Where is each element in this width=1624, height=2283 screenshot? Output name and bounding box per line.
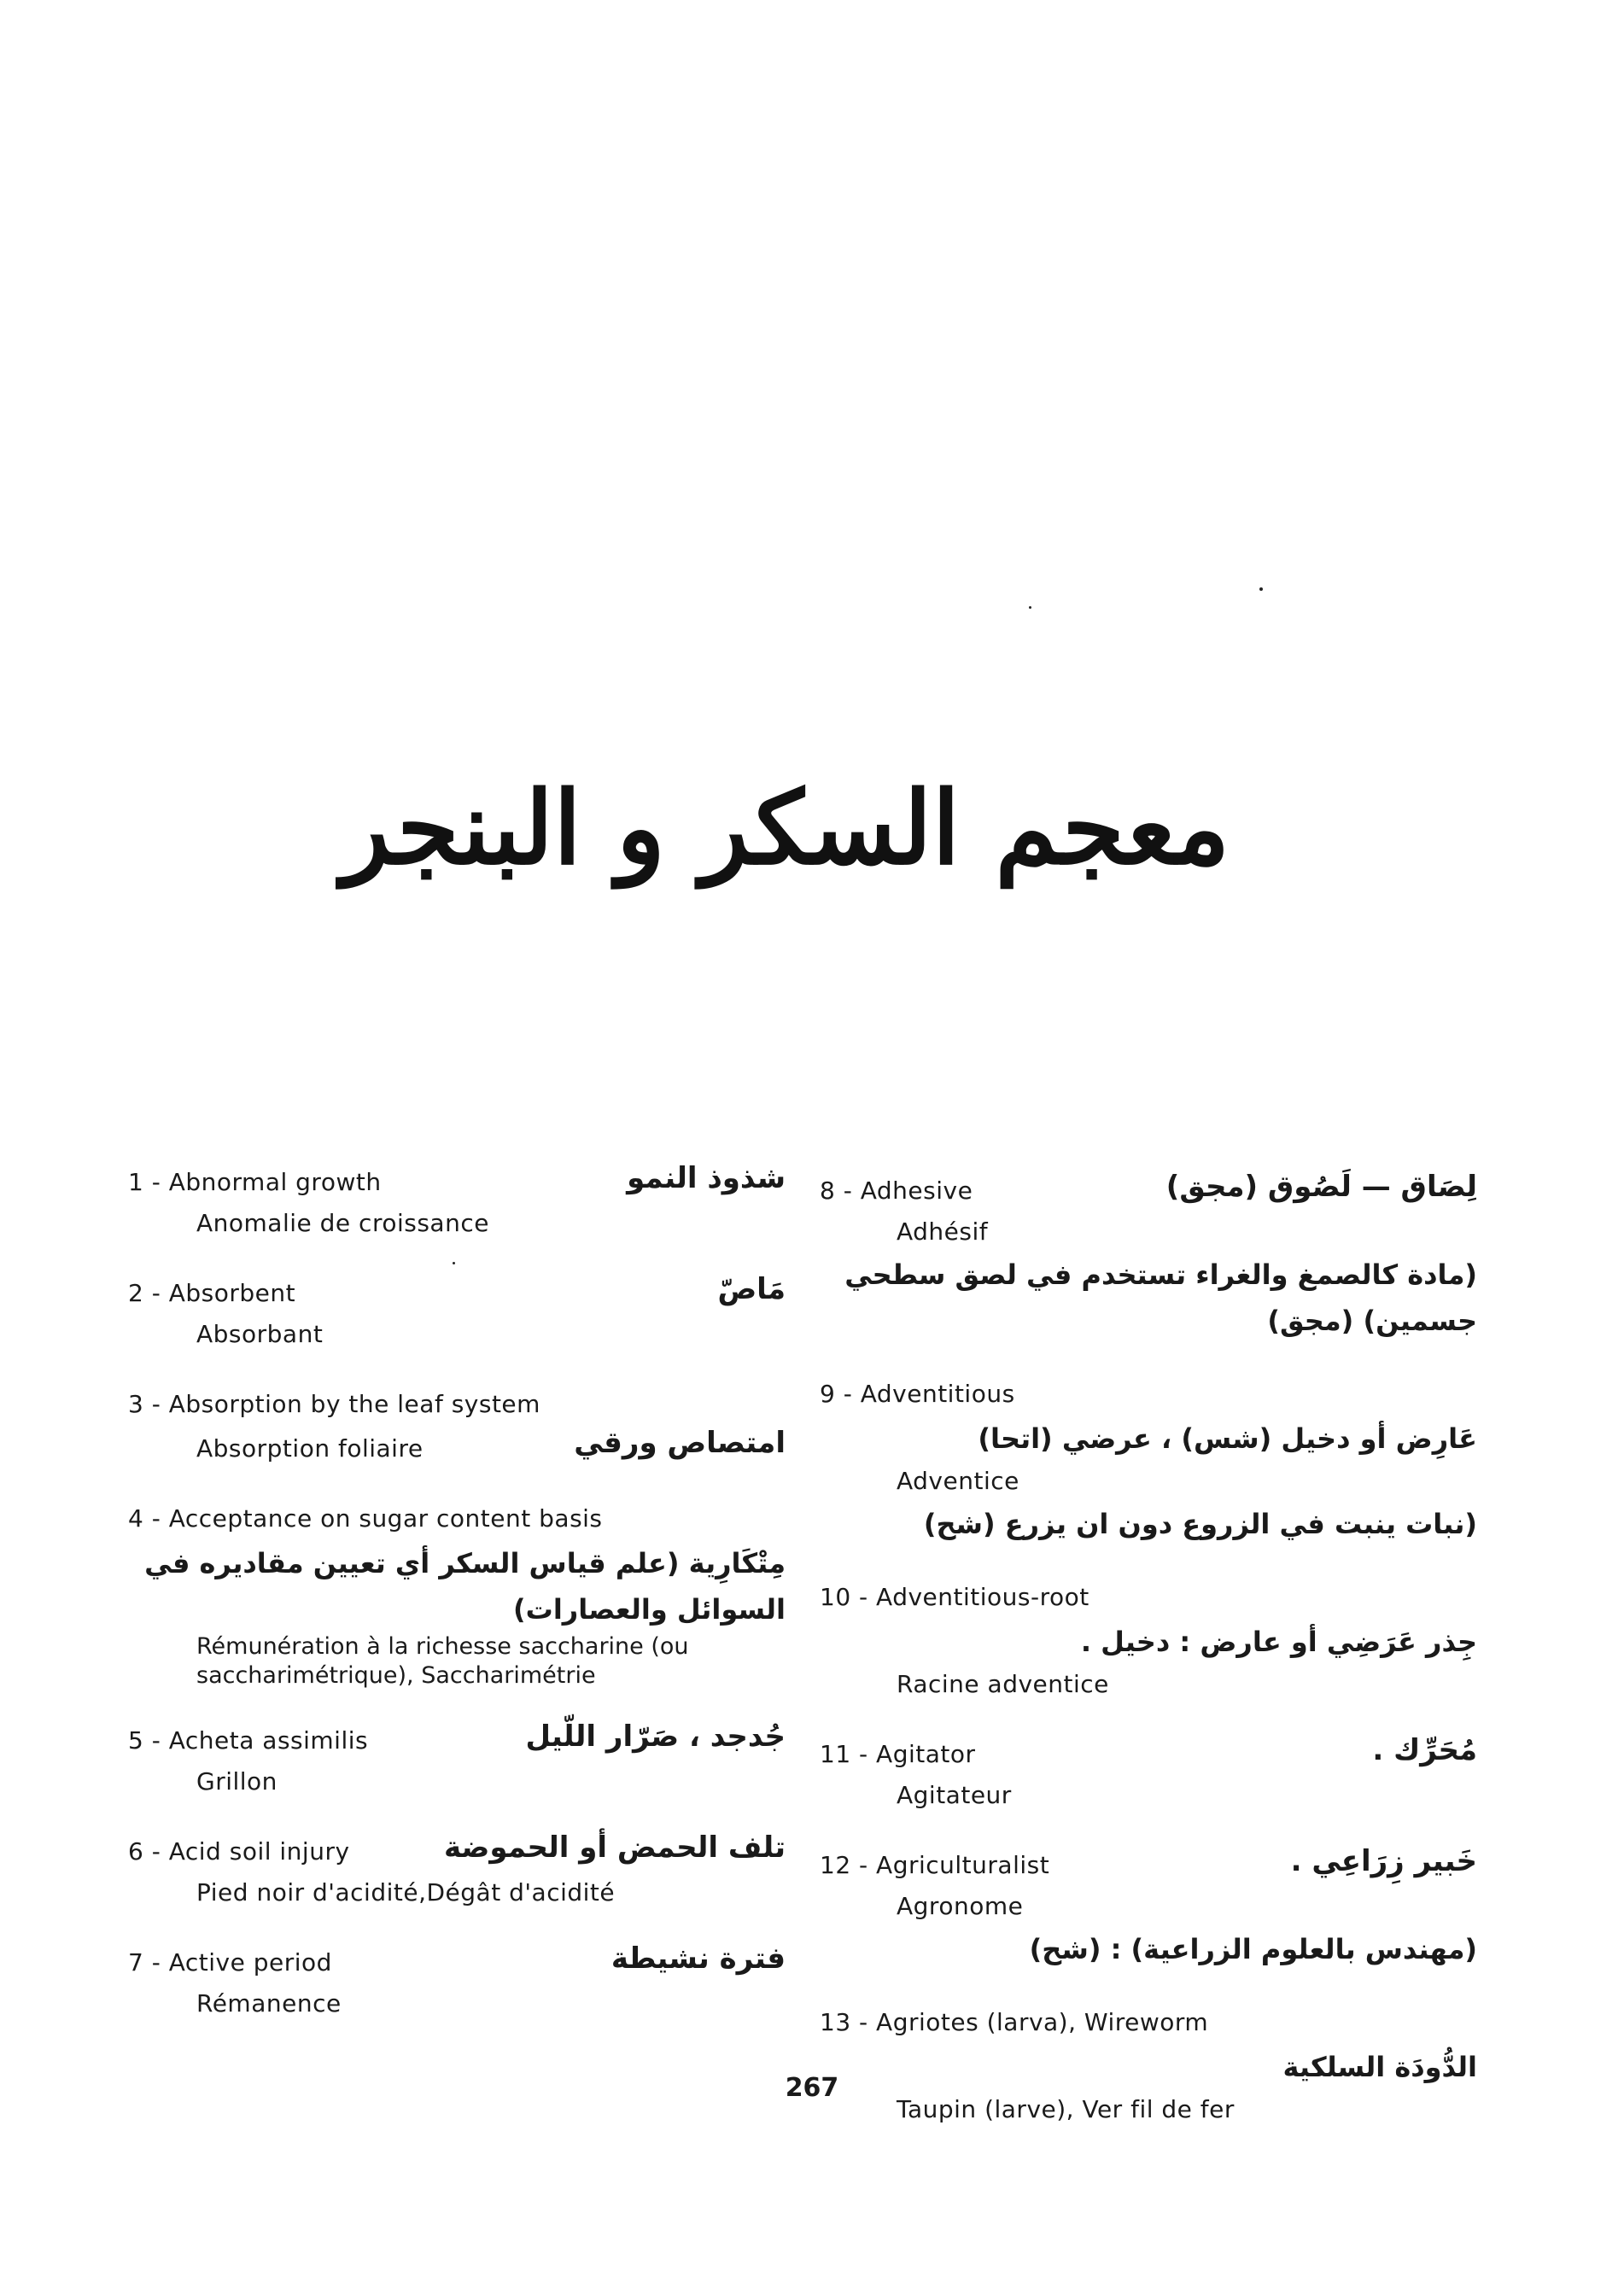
- entry-4: [128, 1498, 786, 1690]
- scan-speck: [1259, 587, 1263, 591]
- entry-12: [820, 1844, 1477, 1972]
- entry-13: [820, 2001, 1477, 2129]
- entry-term-ar: عَارِض أو دخيل (شس) ، عرضي (اتحا): [978, 1422, 1477, 1455]
- entry-term-en: 2 - Absorbent: [128, 1279, 296, 1307]
- entry-5: [128, 1720, 786, 1801]
- entry-term-en: 4 - Acceptance on sugar content basis: [128, 1504, 603, 1533]
- entry-term-en: 6 - Acid soil injury: [128, 1837, 350, 1866]
- entry-term-en: 10 - Adventitious-root: [820, 1583, 1089, 1611]
- entry-note-ar: (نبات ينبت في الزروع دون ان يزرع (شح): [923, 1508, 1477, 1540]
- entry-term-en: 13 - Agriotes (larva), Wireworm: [820, 2008, 1209, 2036]
- entry-term-ar: مَاصّ: [717, 1272, 786, 1306]
- entry-term-ar: خَبير زِرَاعِي .: [1290, 1844, 1477, 1878]
- entry-term-ar: تلف الحمض أو الحموضة: [443, 1830, 786, 1865]
- entry-term-en: 12 - Agriculturalist: [820, 1851, 1050, 1879]
- entry-term-en: 1 - Abnormal growth: [128, 1168, 382, 1196]
- entry-term-en: 3 - Absorption by the leaf system: [128, 1390, 540, 1418]
- entry-term-ar: مُحَرِّك .: [1372, 1733, 1477, 1767]
- page-number: 267: [785, 2073, 839, 2103]
- entry-term-en: 7 - Active period: [128, 1948, 332, 1976]
- entry-term-fr: Adhésif: [897, 1217, 989, 1246]
- scan-speck: [1029, 606, 1031, 609]
- entry-term-ar: جِذر عَرَضِي أو عارض : دخيل .: [1080, 1626, 1477, 1658]
- entry-1: [128, 1161, 786, 1243]
- entry-3: [128, 1383, 786, 1468]
- entry-8: [820, 1170, 1477, 1344]
- entry-7: [128, 1941, 786, 2023]
- entry-6: [128, 1830, 786, 1912]
- right-column: [820, 1170, 1477, 2158]
- entry-term-fr: Rémanence: [196, 1989, 342, 2017]
- entry-term-fr: Anomalie de croissance: [196, 1209, 489, 1237]
- entry-term-ar: شذوذ النمو: [627, 1161, 786, 1195]
- entry-term-ar: مِتْكَارِية (علم قياس السكر أي تعيين مقاديره في السوائل والعصارات): [144, 1547, 786, 1626]
- entry-10: [820, 1576, 1477, 1704]
- entry-term-ar: الدُّودَة السلكية: [1282, 2051, 1477, 2083]
- left-column: [128, 1161, 786, 2052]
- entry-term-en: 9 - Adventitious: [820, 1380, 1015, 1408]
- entry-term-fr: Agronome: [897, 1892, 1024, 1920]
- page-title: معجم السكر و البنجر: [341, 768, 1230, 887]
- entry-9: [820, 1373, 1477, 1547]
- entry-term-ar: لِصَاق — لَصُوق (مجق): [1165, 1170, 1477, 1204]
- entry-term-ar: فترة نشيطة: [610, 1941, 786, 1976]
- entry-note-ar: (مهندس بالعلوم الزراعية) : (شح): [1029, 1933, 1477, 1965]
- entry-2: [128, 1272, 786, 1354]
- entry-term-ar: امتصاص ورقي: [574, 1426, 786, 1460]
- scan-speck: [453, 1262, 455, 1264]
- entry-term-en: 11 - Agitator: [820, 1740, 976, 1768]
- entry-term-en: 5 - Acheta assimilis: [128, 1726, 369, 1755]
- entry-term-fr: Absorbant: [196, 1320, 324, 1348]
- entry-term-en: 8 - Adhesive: [820, 1177, 973, 1205]
- entry-term-fr: Agitateur: [897, 1781, 1012, 1809]
- entry-11: [820, 1733, 1477, 1815]
- entry-note-ar: (مادة كالصمغ والغراء تستخدم في لصق سطحي جسمين) (مجق): [844, 1258, 1477, 1337]
- entry-term-fr: Absorption foliaire: [196, 1434, 424, 1463]
- entry-term-ar: جُدجد ، صَرّار اللّيل: [525, 1720, 786, 1754]
- entry-term-fr: Taupin (larve), Ver fil de fer: [897, 2095, 1235, 2123]
- entry-term-fr: Rémunération à la richesse saccharine (ou saccharimétrique), Saccharimétrie: [196, 1633, 689, 1689]
- entry-term-fr: Grillon: [196, 1767, 277, 1795]
- entry-term-fr: Racine adventice: [897, 1670, 1109, 1698]
- entry-term-fr: Adventice: [897, 1467, 1019, 1495]
- entry-term-fr: Pied noir d'acidité,Dégât d'acidité: [196, 1878, 616, 1906]
